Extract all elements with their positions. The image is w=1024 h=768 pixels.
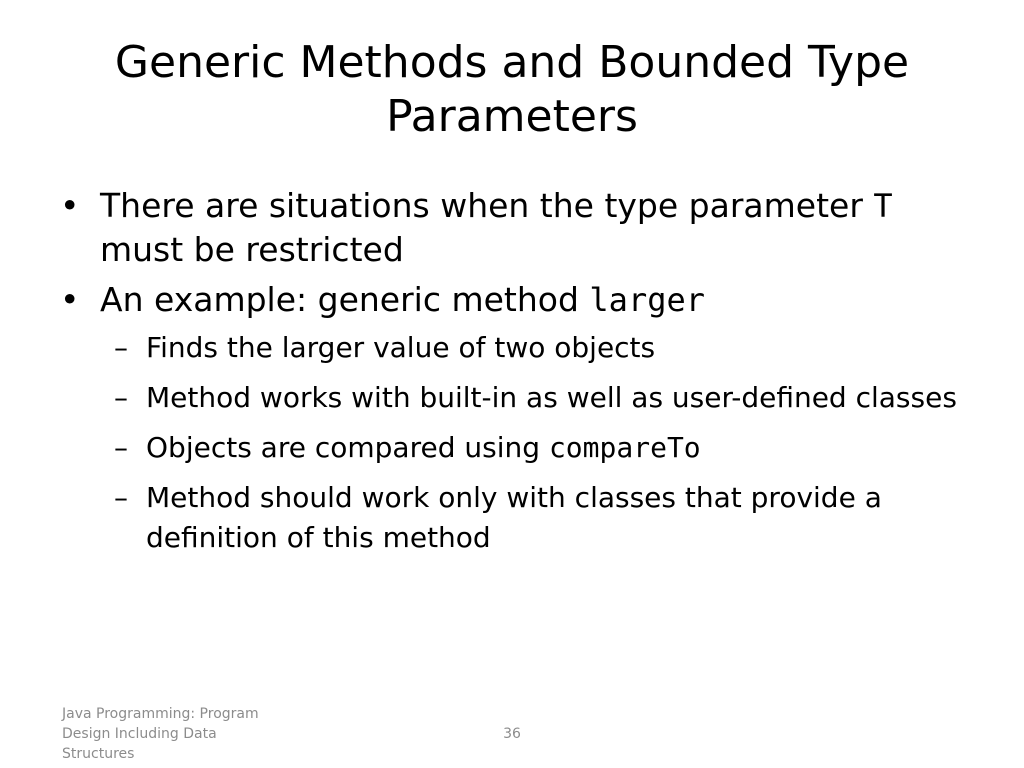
code-text: larger	[589, 281, 705, 319]
bullet-text: An example: generic method	[100, 280, 590, 319]
code-text: compareTo	[548, 431, 701, 464]
sub-bullet-text: Objects are compared using	[146, 431, 549, 464]
sub-bullet-dash: –	[114, 381, 128, 414]
sub-bullet-item	[56, 428, 976, 468]
sub-bullet-item	[56, 328, 976, 368]
code-text: T	[873, 187, 893, 225]
sub-bullet-dash: –	[114, 431, 128, 464]
page-number: 36	[503, 726, 521, 742]
footer-source: Java Programming: Program Design Including Data Structures	[62, 706, 259, 762]
sub-bullet-dash: –	[114, 481, 128, 514]
bullet-dot: •	[60, 280, 80, 319]
bullet-item	[56, 184, 976, 272]
sub-bullet-text: Finds the larger value of two objects	[146, 331, 656, 364]
sub-bullet-text: Method should work only with classes that provide a definition of this method	[146, 481, 882, 554]
sub-bullet-dash: –	[114, 331, 128, 364]
sub-bullet-item	[56, 378, 976, 418]
sub-bullet-item	[56, 478, 976, 558]
bullet-text: There are situations when the type parameter	[100, 186, 874, 225]
bullet-item	[56, 278, 976, 322]
slide-body	[56, 184, 976, 568]
bullet-text: must be restricted	[100, 230, 404, 269]
slide-title: Generic Methods and Bounded Type Parameters	[114, 37, 910, 142]
bullet-dot: •	[60, 186, 80, 225]
sub-bullet-text: Method works with built-in as well as user-defined classes	[146, 381, 957, 414]
